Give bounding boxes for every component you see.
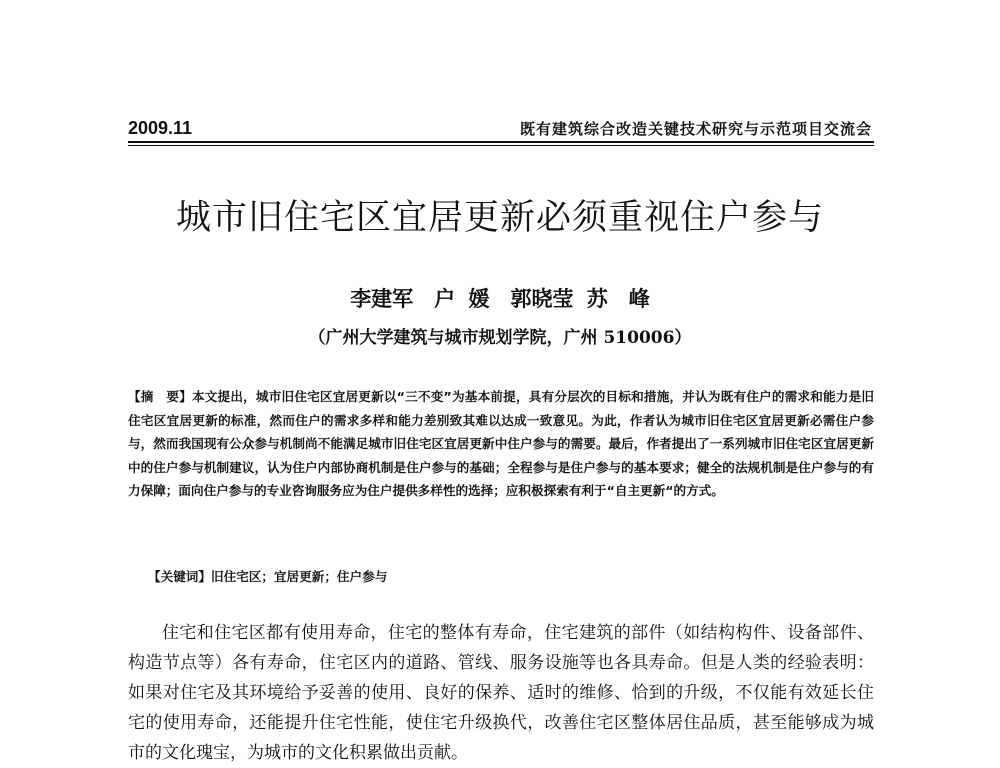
header-rule <box>128 141 874 146</box>
article-title: 城市旧住宅区宜居更新必须重视住户参与 <box>175 198 824 238</box>
article-affiliation: （广州大学建筑与城市规划学院，广州 510006） <box>308 328 692 348</box>
article-authors: 李建军 户 媛 郭晓莹 苏 峰 <box>350 286 650 311</box>
abstract-label: 【摘 要】 <box>128 389 192 404</box>
keywords-text: 旧住宅区；宜居更新；住户参与 <box>210 569 388 584</box>
abstract-text: 本文提出，城市旧住宅区宜居更新以“三不变”为基本前提，具有分层次的目标和措施，并认为既有住户的需求和能力是旧住宅区宜居更新的标准，然而住户的需求多样和能力差别致其难以达成一致意见。为此，作者认为城市旧住宅区宜居更新必需住户参与，然而我国现有公众参与机制尚不能满足城市旧住宅区宜居更新中住户参与的需要。最后，作者提出了一系列城市旧住宅区宜居更新中的住户参与机制建议，认为住户内部协商机制是住户参与的基础；全程参与是住户参与的基本要求；健全的法规机制是住户参与的有力保障；面向住户参与的专业咨询服务应为住户提供多样性的选择；应积极探索有利于“自主更新“的方式。 <box>128 389 874 499</box>
keywords <box>148 566 874 585</box>
header-conference-name: 既有建筑综合改造关键技术研究与示范项目交流会 <box>519 120 872 138</box>
abstract <box>128 385 874 503</box>
body-paragraph: 住宅和住宅区都有使用寿命，住宅的整体有寿命，住宅建筑的部件（如结构构件、设备部件、构造节点等）各有寿命，住宅区内的道路、管线、服务设施等也各具寿命。但是人类的经验表明：如果对住宅及其环境给予妥善的使用、良好的保养、适时的维修、恰到的升级，不仅能有效延长住宅的使用寿命，还能提升住宅性能，使住宅升级换代，改善住宅区整体居住品质，甚至能够成为城市的文化瑰宝，为城市的文化积累做出贡献。 <box>128 623 874 763</box>
header-date: 2009.11 <box>128 118 193 138</box>
keywords-label: 【关键词】 <box>148 569 211 584</box>
